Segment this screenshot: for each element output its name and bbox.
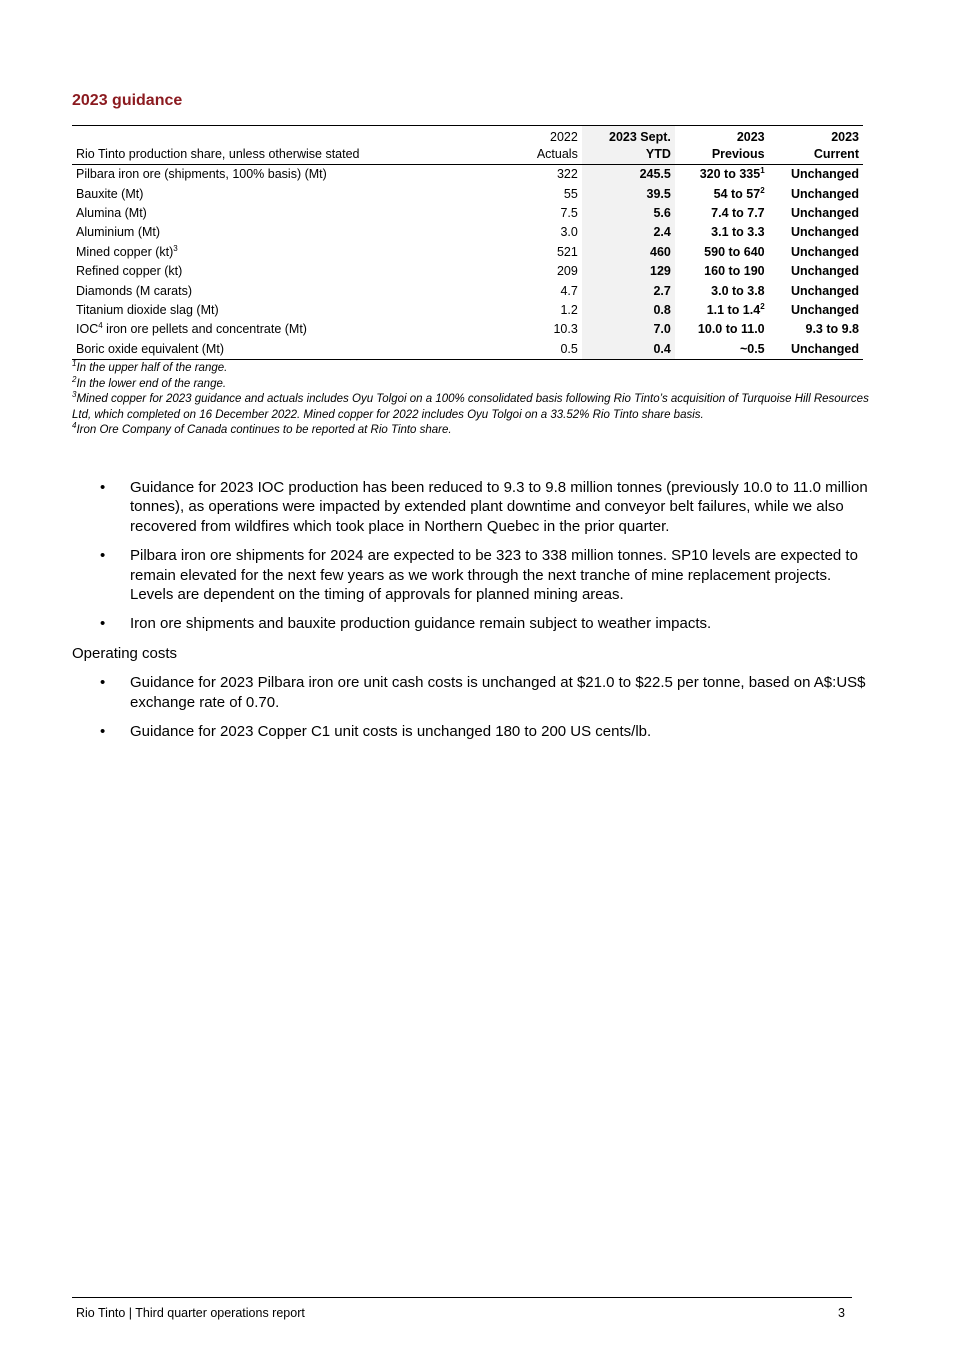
table-row	[72, 184, 863, 203]
row-label: Pilbara iron ore (shipments, 100% basis) (Mt)	[76, 167, 327, 182]
row-label: Aluminium (Mt)	[76, 225, 161, 240]
header-ytd-top: 2023 Sept.	[609, 130, 671, 144]
bullet-text: Guidance for 2023 Pilbara iron ore unit cash costs is unchanged at $21.0 to $22.5 per tonne, based on A$:US$ exchange rate of 0.70.	[130, 674, 866, 711]
header-actuals-bottom: Actuals	[536, 147, 578, 161]
row-label-cell	[72, 281, 488, 300]
previous-value: 3.0 to 3.8	[711, 283, 765, 298]
row-label-cell	[72, 184, 488, 203]
table-body	[72, 165, 863, 360]
footnote-number: 4	[72, 421, 77, 431]
actual-2022-cell: 322	[556, 167, 578, 182]
current-guidance-cell: Unchanged	[790, 244, 859, 259]
bullet-item	[72, 673, 872, 712]
row-label: Alumina (Mt)	[76, 205, 147, 220]
footnote-number: 3	[72, 390, 77, 400]
actual-2022-cell: 7.5	[560, 205, 578, 220]
previous-value: 54 to 57	[713, 186, 761, 201]
guidance-table	[72, 125, 863, 360]
bullet-text: Guidance for 2023 IOC production has been reduced to 9.3 to 9.8 million tonnes (previously 10.0 to 11.0 million tonnes), as operations were impacted by extended plant downtime and conveyor belt failures, while we also recovered from wildfires which took place in Northern Quebec in the prior quarter.	[130, 479, 868, 535]
bullet-marker: •	[100, 479, 106, 496]
ytd-2023-cell: 39.5	[582, 184, 675, 203]
row-label: Diamonds (M carats)	[76, 283, 192, 298]
previous-value: 10.0 to 11.0	[697, 322, 765, 337]
footnote-marker: 1	[760, 166, 765, 176]
previous-value: 320 to 335	[699, 167, 761, 182]
page-number: 3	[838, 1306, 845, 1320]
footnote-text: Iron Ore Company of Canada continues to be reported at Rio Tinto share.	[76, 424, 452, 436]
previous-guidance-cell	[675, 204, 769, 223]
previous-guidance-cell	[675, 301, 769, 320]
table-row	[72, 301, 863, 320]
current-guidance-cell: Unchanged	[790, 225, 859, 240]
footnote-marker: 3	[173, 243, 178, 253]
ytd-2023-cell: 5.6	[582, 204, 675, 223]
previous-guidance-cell	[675, 281, 769, 300]
row-label: Titanium dioxide slag (Mt)	[76, 302, 219, 317]
previous-guidance-cell	[675, 223, 769, 242]
footnote	[72, 423, 872, 439]
footnote-text: In the lower end of the range.	[76, 377, 227, 390]
row-label-cell	[72, 204, 488, 223]
previous-value: 590 to 640	[704, 244, 765, 259]
table-row	[72, 223, 863, 242]
ytd-2023-cell: 0.4	[582, 340, 675, 360]
header-ytd	[582, 126, 675, 165]
footnote	[72, 361, 872, 377]
actual-2022-cell: 10.3	[553, 322, 578, 337]
header-actuals	[488, 126, 581, 165]
table-row	[72, 165, 863, 185]
bullet-item	[72, 722, 872, 741]
actual-2022-cell: 1.2	[560, 302, 578, 317]
footnote-number: 2	[72, 374, 77, 384]
header-ytd-bottom: YTD	[645, 147, 671, 161]
bullet-text: Iron ore shipments and bauxite production guidance remain subject to weather impacts.	[130, 615, 712, 633]
commentary	[72, 478, 872, 751]
table-row	[72, 281, 863, 300]
production-bullets	[72, 478, 872, 634]
bullet-marker: •	[100, 674, 106, 692]
previous-guidance-cell	[675, 340, 769, 360]
row-label: Boric oxide equivalent (Mt)	[76, 341, 224, 356]
row-label-cell	[72, 301, 488, 320]
current-guidance-cell: Unchanged	[790, 341, 859, 356]
row-label-cell	[72, 243, 488, 262]
current-guidance-cell: Unchanged	[790, 186, 859, 201]
table-row	[72, 340, 863, 360]
previous-value: ~0.5	[739, 341, 765, 356]
previous-guidance-cell	[675, 184, 769, 203]
ytd-2023-cell: 245.5	[582, 165, 675, 185]
footnote-marker: 2	[760, 301, 765, 311]
header-current	[769, 126, 863, 165]
actual-2022-cell: 521	[556, 244, 578, 259]
current-guidance-cell: Unchanged	[790, 283, 859, 298]
table-header-row	[72, 126, 863, 165]
previous-guidance-cell	[675, 262, 769, 281]
table-row	[72, 320, 863, 339]
footnote-text: In the upper half of the range.	[76, 362, 228, 374]
row-label: Mined copper (kt)	[76, 244, 174, 259]
current-guidance-cell: 9.3 to 9.8	[805, 322, 859, 337]
row-label-prefix: IOC	[76, 322, 99, 337]
bullet-item	[72, 614, 872, 633]
footnotes	[72, 361, 872, 439]
bullet-item	[72, 478, 872, 536]
section-title: 2023 guidance	[72, 92, 183, 109]
previous-value: 1.1 to 1.4	[706, 302, 761, 317]
row-label: iron ore pellets and concentrate (Mt)	[102, 322, 307, 337]
bullet-marker: •	[100, 615, 106, 633]
table-row	[72, 204, 863, 223]
row-label-cell	[72, 340, 488, 360]
actual-2022-cell: 0.5	[560, 341, 578, 356]
previous-guidance-cell	[675, 320, 769, 339]
header-previous-top: 2023	[736, 130, 765, 144]
footnote-number: 1	[72, 359, 77, 369]
row-label-cell	[72, 320, 488, 339]
footnote-marker: 4	[98, 321, 103, 331]
row-label-cell	[72, 165, 488, 185]
ytd-2023-cell: 2.7	[582, 281, 675, 300]
ytd-2023-cell: 0.8	[582, 301, 675, 320]
footnote	[72, 392, 872, 423]
row-label-cell	[72, 223, 488, 242]
bullet-marker: •	[100, 723, 106, 741]
header-label: Rio Tinto production share, unless otherwise stated	[72, 126, 488, 165]
bullet-item	[72, 546, 872, 604]
footer-title: Rio Tinto | Third quarter operations report	[76, 1306, 305, 1320]
bullet-text: Guidance for 2023 Copper C1 unit costs is unchanged 180 to 200 US cents/lb.	[130, 723, 652, 741]
current-guidance-cell: Unchanged	[790, 302, 859, 317]
bullet-text: Pilbara iron ore shipments for 2024 are expected to be 323 to 338 million tonnes. SP10 levels are expected to remain elevated for the next few years as we work through the next tranche of mine replacement projects. Levels are dependent on the timing of approvals for planned mining areas.	[130, 547, 858, 604]
ytd-2023-cell: 2.4	[582, 223, 675, 242]
header-actuals-top: 2022	[550, 130, 578, 144]
previous-value: 160 to 190	[704, 264, 765, 279]
actual-2022-cell: 3.0	[560, 225, 578, 240]
header-current-bottom: Current	[813, 147, 859, 161]
previous-value: 3.1 to 3.3	[711, 225, 765, 240]
current-guidance-cell: Unchanged	[790, 205, 859, 220]
header-previous	[675, 126, 769, 165]
row-label: Bauxite (Mt)	[76, 186, 144, 201]
ytd-2023-cell: 7.0	[582, 320, 675, 339]
ytd-2023-cell: 460	[582, 243, 675, 262]
previous-guidance-cell	[675, 243, 769, 262]
bullet-marker: •	[100, 547, 106, 565]
table-row	[72, 243, 863, 262]
current-guidance-cell: Unchanged	[790, 264, 859, 279]
actual-2022-cell: 55	[563, 186, 578, 201]
footnote	[72, 374, 872, 393]
cost-bullets	[72, 673, 872, 741]
previous-guidance-cell	[675, 165, 769, 185]
table-row	[72, 262, 863, 281]
previous-value: 7.4 to 7.7	[711, 205, 765, 220]
row-label-cell	[72, 262, 488, 281]
footer-divider	[72, 1297, 852, 1298]
header-current-top: 2023	[831, 130, 859, 144]
ytd-2023-cell: 129	[582, 262, 675, 281]
footnote-text: Mined copper for 2023 guidance and actuals includes Oyu Tolgoi on a 100% consolidated basis following Rio Tinto’s acquisition of Turquoise Hill Resources Ltd, which completed on 16 December 2022. Mined copper for 2022 includes Oyu Tolgoi on a 33.52% Rio Tinto share basis.	[72, 393, 869, 421]
row-label: Refined copper (kt)	[76, 264, 183, 279]
current-guidance-cell: Unchanged	[790, 167, 859, 182]
footnote-marker: 2	[760, 185, 765, 195]
operating-costs-heading: Operating costs	[72, 644, 178, 662]
actual-2022-cell: 209	[556, 264, 578, 279]
header-previous-bottom: Previous	[711, 147, 765, 161]
actual-2022-cell: 4.7	[560, 283, 578, 298]
